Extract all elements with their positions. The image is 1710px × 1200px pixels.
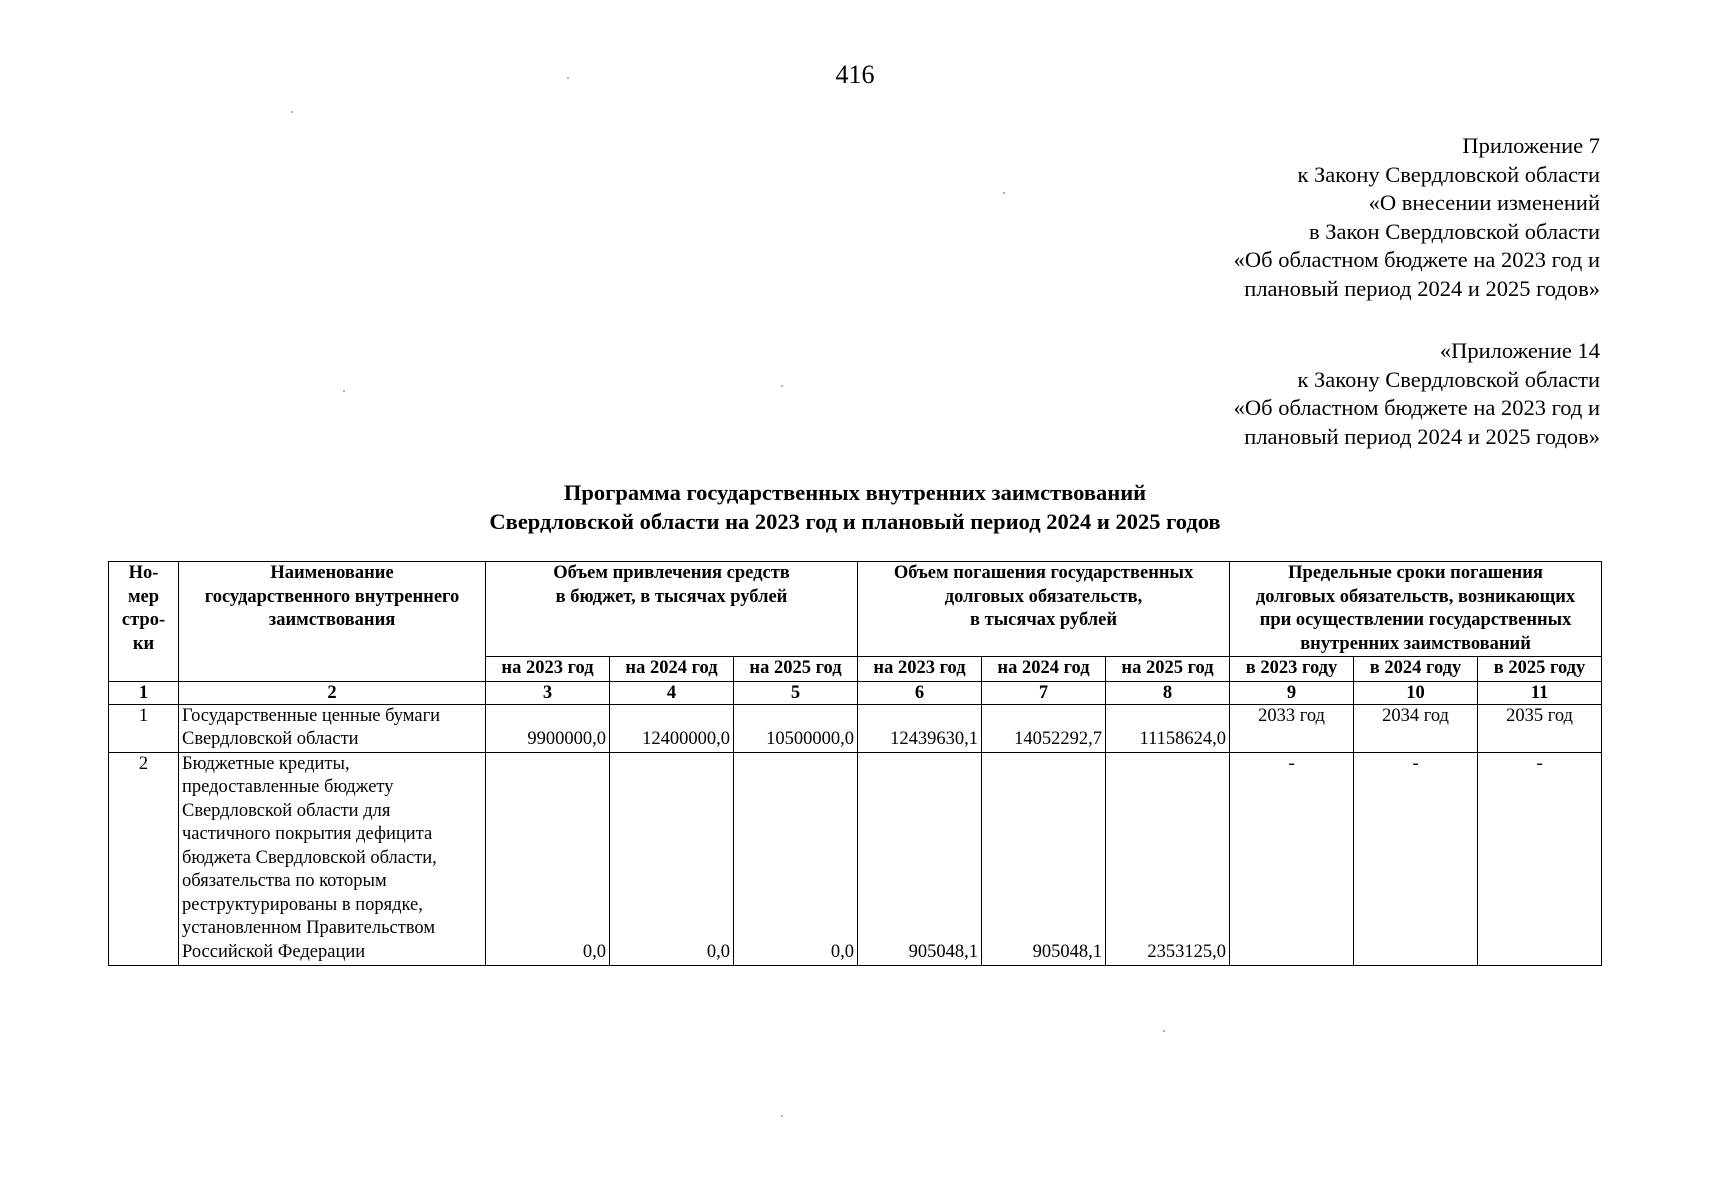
text-line: Предельные сроки погашения (1288, 563, 1543, 583)
table-header-row (109, 562, 1602, 657)
text-line: в тысячах рублей (970, 610, 1118, 630)
column-number: 2 (179, 681, 486, 704)
text-line: Объем погашения государственных (893, 563, 1194, 583)
appendix-14-reference (1234, 337, 1600, 451)
text-line: Но- (128, 563, 159, 583)
row-number: 1 (109, 704, 179, 752)
scan-speck (567, 77, 569, 79)
page-number: 416 (835, 60, 875, 89)
appendix-line: «Приложение 14 (1439, 338, 1600, 363)
borrowing-name (179, 752, 486, 965)
repayment-2025-value: 11158624,0 (1106, 704, 1230, 752)
text-line: долговых обязательств, (944, 586, 1143, 607)
year-header: на 2025 год (734, 657, 858, 682)
attraction-2025-value: 10500000,0 (734, 704, 858, 752)
borrowing-program-table (108, 561, 1602, 966)
appendix-line: плановый период 2024 и 2025 годов» (1244, 423, 1600, 449)
column-number: 10 (1354, 681, 1478, 704)
text-line: Свердловской области (182, 729, 359, 749)
scan-speck (343, 390, 345, 392)
text-line: обязательства по которым (182, 871, 387, 891)
year-header: в 2025 году (1478, 657, 1602, 682)
text-line: Бюджетные кредиты, (182, 753, 350, 774)
column-number: 8 (1106, 681, 1230, 704)
appendix-line: «О внесении изменений (1368, 190, 1600, 216)
term-2024: - (1354, 752, 1478, 965)
column-number: 6 (858, 681, 982, 704)
attraction-2023-value: 0,0 (486, 752, 610, 965)
column-number: 5 (734, 681, 858, 704)
text-line: заимствования (268, 610, 396, 630)
appendix-7-reference (1234, 132, 1600, 304)
term-2023: 2033 год (1230, 704, 1354, 752)
year-header: на 2023 год (486, 657, 610, 682)
repayment-2025-value: 2353125,0 (1106, 752, 1230, 965)
column-number: 1 (109, 681, 179, 704)
text-line: в бюджет, в тысячах рублей (555, 586, 788, 607)
text-line: предоставленные бюджету (182, 777, 394, 797)
scan-speck (781, 1115, 783, 1117)
text-line: государственного внутреннего (204, 586, 460, 607)
text-line: Наименование (270, 563, 394, 583)
year-header: в 2023 году (1230, 657, 1354, 682)
text-line: установленном Правительством (182, 918, 436, 938)
appendix-line: к Закону Свердловской области (1297, 161, 1600, 187)
scan-speck (781, 385, 783, 387)
year-header: в 2024 году (1354, 657, 1478, 682)
column-number: 11 (1478, 681, 1602, 704)
text-line: Свердловской области для (182, 800, 391, 821)
appendix-line: к Закону Свердловской области (1297, 366, 1600, 392)
scan-speck (1163, 1030, 1165, 1032)
text-line: мер (127, 586, 160, 607)
column-number: 9 (1230, 681, 1354, 704)
year-header: на 2025 год (1106, 657, 1230, 682)
header-attraction-volume (486, 562, 858, 657)
borrowing-name (179, 704, 486, 752)
column-number-row (109, 681, 1602, 704)
appendix-line: «Об областном бюджете на 2023 год и (1233, 247, 1600, 273)
text-line: ки (132, 633, 155, 654)
text-line: долговых обязательств, возникающих (1255, 586, 1576, 607)
attraction-2023-value: 9900000,0 (486, 704, 610, 752)
repayment-2023-value: 905048,1 (858, 752, 982, 965)
term-2025: 2035 год (1478, 704, 1602, 752)
table-row (109, 704, 1602, 752)
text-line: Государственные ценные бумаги (182, 705, 441, 726)
text-line: Российской Федерации (182, 941, 366, 962)
column-number: 4 (610, 681, 734, 704)
header-borrowing-name (179, 562, 486, 682)
repayment-2023-value: 12439630,1 (858, 704, 982, 752)
text-line: частичного покрытия дефицита (182, 824, 433, 844)
table-row (109, 752, 1602, 965)
column-number: 7 (982, 681, 1106, 704)
appendix-line: Приложение 7 (1462, 133, 1600, 158)
appendix-line: «Об областном бюджете на 2023 год и (1233, 395, 1600, 421)
text-line: стро- (121, 610, 166, 630)
row-number: 2 (109, 752, 179, 965)
text-line: бюджета Свердловской области, (182, 847, 437, 868)
header-repayment-terms (1230, 562, 1602, 657)
attraction-2024-value: 0,0 (610, 752, 734, 965)
term-2023: - (1230, 752, 1354, 965)
appendix-line: плановый период 2024 и 2025 годов» (1244, 275, 1600, 301)
year-header: на 2023 год (858, 657, 982, 682)
scan-speck (1003, 192, 1005, 194)
year-header: на 2024 год (982, 657, 1106, 682)
text-line: реструктурированы в порядке, (182, 894, 423, 915)
document-title (0, 478, 1710, 536)
attraction-2025-value: 0,0 (734, 752, 858, 965)
title-line-1: Программа государственных внутренних заимствований (563, 480, 1147, 505)
term-2024: 2034 год (1354, 704, 1478, 752)
header-repayment-volume (858, 562, 1230, 657)
column-number: 3 (486, 681, 610, 704)
attraction-2024-value: 12400000,0 (610, 704, 734, 752)
title-line-2: Свердловской области на 2023 год и плановый период 2024 и 2025 годов (489, 509, 1221, 534)
text-line: Объем привлечения средств (553, 563, 790, 583)
repayment-2024-value: 905048,1 (982, 752, 1106, 965)
appendix-line: в Закон Свердловской области (1309, 218, 1600, 244)
text-line: внутренних заимствований (1300, 633, 1531, 654)
year-header: на 2024 год (610, 657, 734, 682)
term-2025: - (1478, 752, 1602, 965)
text-line: при осуществлении государственных (1259, 610, 1572, 630)
scan-speck (291, 111, 293, 113)
repayment-2024-value: 14052292,7 (982, 704, 1106, 752)
header-row-number (109, 562, 179, 682)
